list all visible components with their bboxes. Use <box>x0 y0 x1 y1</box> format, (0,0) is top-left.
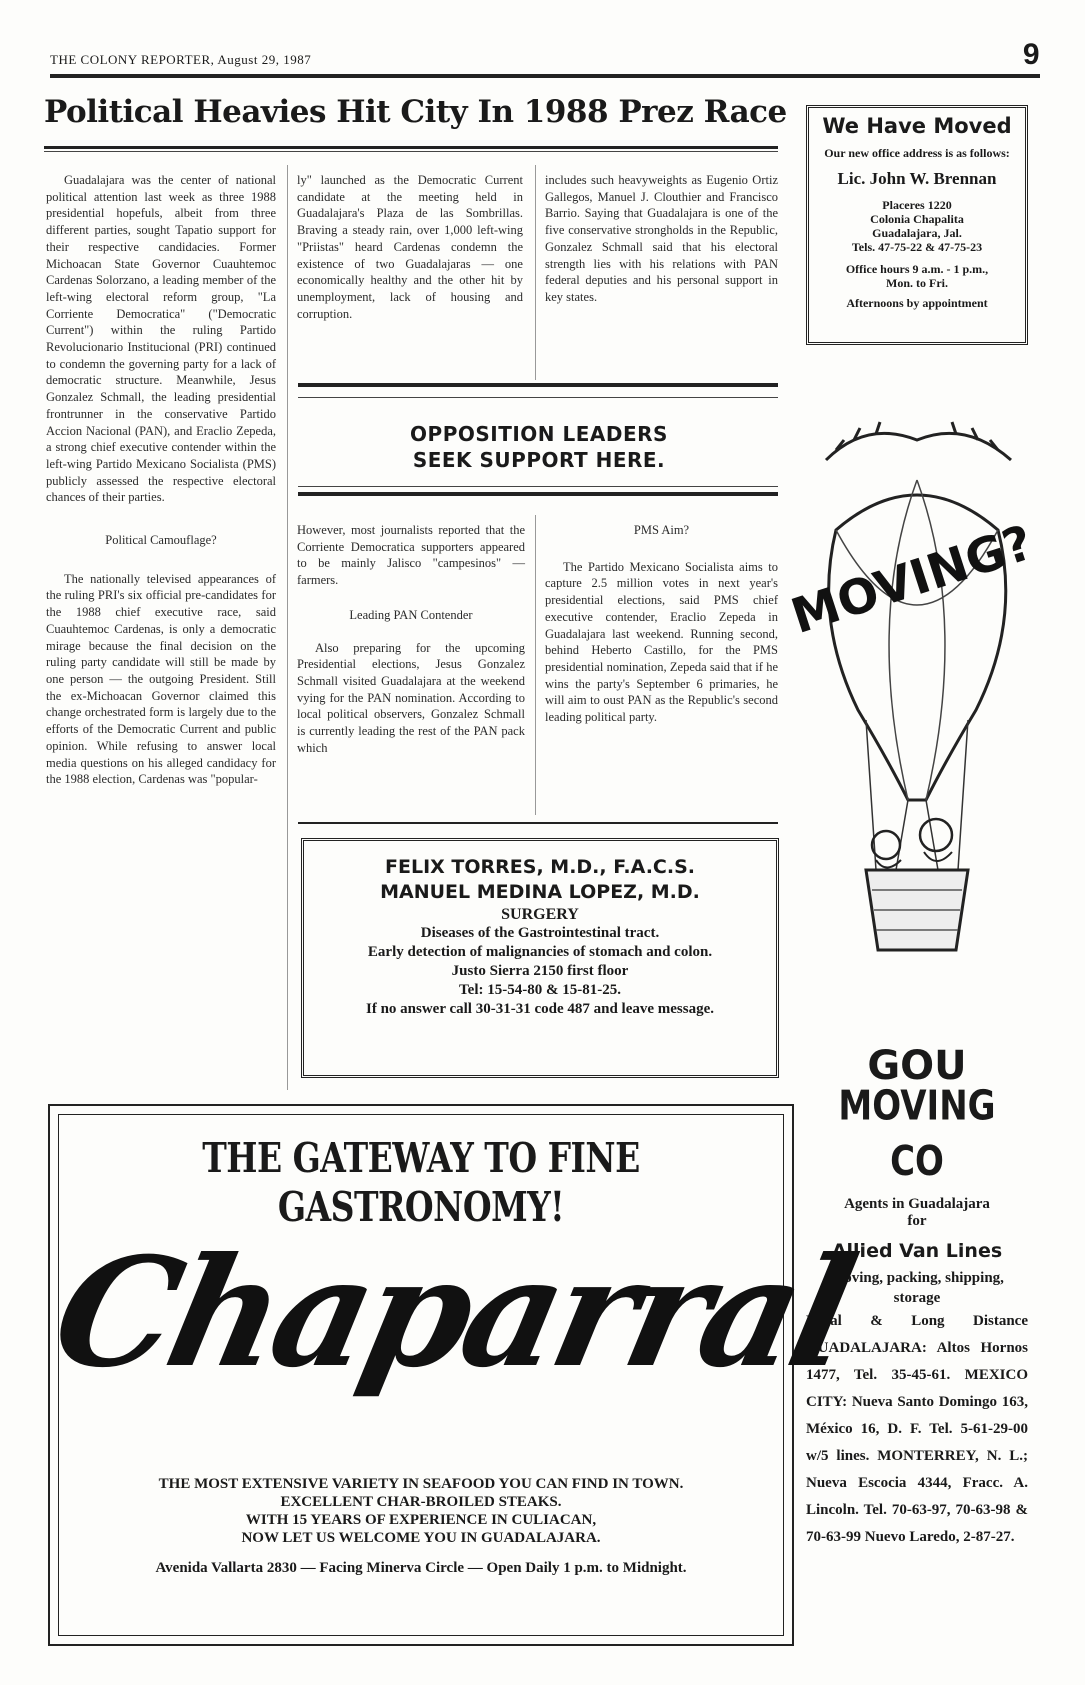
company-name-moving-co: MOVING CO <box>838 1082 996 1186</box>
chaparral-restaurant-ad <box>40 1104 864 1646</box>
chaparral-logo: Chaparral <box>40 1225 864 1401</box>
doctor-specialty: SURGERY <box>501 906 579 923</box>
doctor-no-answer: If no answer call 30-31-31 code 487 and leave message. <box>365 1001 715 1017</box>
moved-hours: Office hours 9 a.m. - 1 p.m., <box>845 262 989 276</box>
doctor-phone: Tel: 15-54-80 & 15-81-25. <box>459 982 621 998</box>
main-headline: Political Heavies Hit City In 1988 Prez Race <box>44 94 787 130</box>
moving-locations: Local & Long Distance GUADALAJARA: Altos Hornos 1477, Tel. 35-45-61. MEXICO CITY: Nueva Santo Domingo 163, México 16, D. F. Tel. 5-61-29-00 w/5 lines. MONTERREY, N. L.; Nueva Escocia 4344, Fracc. A. Lincoln. Tel. 70-63-97, 70-63-98 & 70-63-99 Nuevo Laredo, 2-87-27. <box>806 1313 1028 1545</box>
story-paragraph: Guadalajara was the center of national political attention last week as three 1988 presidential hopefuls, albeit from three different parties, sought Tapatio support for their respective candidacies. Former Michoacan State Governor Cuauhtemoc Cardenas Solorzano, a leading member of the left-wing electoral reform group, "La Corriente Democratica" ("Democratic Current") within the ruling Partido Revolucionario Institucional (PRI) continued to condemn the governing party for a lack of democratic structure. Meanwhile, Jesus Gonzalez Schmall, the leading presidential frontrunner in the conservative Partido Accion Nacional (PAN), and Eraclio Zepeda, a strong chief executive contender within the left-wing Partido Mexicano Socialista (PMS) publicly assessed the respective electoral chances of their parties. <box>46 173 276 505</box>
folio-text: THE COLONY REPORTER, August 29, 1987 <box>50 52 312 67</box>
gateway-line: THE MOST EXTENSIVE VARIETY IN SEAFOOD YOU CAN FIND IN TOWN. <box>158 1476 684 1492</box>
column-divider <box>287 165 288 1090</box>
hot-air-balloon-illustration <box>784 420 1040 1040</box>
opposition-title <box>300 421 778 473</box>
opposition-title-line-1: OPPOSITION LEADERS <box>410 422 668 446</box>
story-paragraph: Also preparing for the upcoming Presidential elections, Jesus Gonzalez Schmall visited Guadalajara at the weekend vying for the PAN nomination. According to local political observers, Gonzalez Schmall is currently leading the rest of the PAN pack which <box>297 640 525 755</box>
doctor-line: Early detection of malignancies of stomach and colon. <box>367 944 713 960</box>
section-rule <box>298 492 778 496</box>
subhead-leading-pan: Leading PAN Contender <box>349 607 473 622</box>
moved-days: Mon. to Fri. <box>886 276 948 290</box>
moved-phones: Tels. 47-75-22 & 47-75-23 <box>851 240 983 254</box>
gateway-line: NOW LET US WELCOME YOU IN GUADALAJARA. <box>241 1530 601 1546</box>
allied-van-lines: Allied Van Lines <box>831 1240 1003 1262</box>
company-name-gou: GOU <box>867 1043 967 1089</box>
moved-title: We Have Moved <box>822 114 1012 138</box>
we-have-moved-ad <box>806 105 1028 345</box>
moved-address-line: Colonia Chapalita <box>870 212 964 226</box>
story-paragraph: The nationally televised appearances of the ruling PRI's six official pre-candidates for the 1988 chief executive race, said Cuauhtemoc Cardenas, is only a democratic mirage because the final decision on the ruling party candidate will still be made by one person — the outgoing President. Still the ex-Michoacan Governor claimed this change orchestrated form is largely due to the efforts of the Democratic Current and public opinion. While refusing to answer local media questions on his alleged candidacy for the 1988 election, Cardenas was "popular- <box>46 571 276 787</box>
gateway-title: THE GATEWAY TO FINE GASTRONOMY! <box>202 1133 640 1231</box>
gou-moving-ad <box>784 420 1040 1685</box>
moved-address-line: Placeres 1220 <box>882 198 952 212</box>
story-paragraph: ly" launched as the Democratic Current candidate at the meeting held in Guadalajara's Plaza de las Sombrillas. Braving a steady rain, over 1,000 left-wing "Priistas" heard Cardenas condemn the existence of two Guadalajaras — one economically healthy and the other hit by unemployment, lack of housing and corruption. <box>297 173 523 321</box>
moved-lawyer-name: Lic. John W. Brennan <box>837 169 997 188</box>
opposition-column-2 <box>545 522 778 817</box>
doctor-name-1: FELIX TORRES, M.D., F.A.C.S. <box>385 856 695 878</box>
headline-rule-thin <box>44 151 778 152</box>
gateway-line: EXCELLENT CHAR-BROILED STEAKS. <box>280 1494 562 1510</box>
doctor-name-2: MANUEL MEDINA LOPEZ, M.D. <box>380 881 700 903</box>
agents-line: Agents in Guadalajara <box>844 1196 990 1212</box>
gateway-line: WITH 15 YEARS OF EXPERIENCE IN CULIACAN, <box>245 1512 597 1528</box>
column-divider <box>535 515 536 815</box>
subhead-political-camouflage: Political Camouflage? <box>105 533 217 548</box>
opposition-title-line-2: SEEK SUPPORT HERE. <box>412 448 666 472</box>
opposition-column-1 <box>297 522 525 817</box>
subhead-pms-aim: PMS Aim? <box>633 523 690 537</box>
page-folio <box>50 38 1040 78</box>
doctor-ad <box>301 838 779 1078</box>
story-column-2 <box>297 172 523 372</box>
story-paragraph: includes such heavyweights as Eugenio Ortiz Gallegos, Manuel J. Clouthier and Francisco Barrio. Saying that Guadalajara is one of the five conservative strongholds in the Republic, Gonzalez Schmall said that his electoral strength lies with his relations with PAN federal deputies and his personal support in key states. <box>545 173 778 304</box>
gateway-address: Avenida Vallarta 2830 — Facing Minerva Circle — Open Daily 1 p.m. to Midnight. <box>155 1560 687 1576</box>
headline-rule <box>44 146 778 149</box>
story-paragraph: However, most journalists reported that the Corriente Democratica supporters appeared to be mainly Jalisco "campesinos" — farmers. <box>297 523 525 588</box>
passenger-icon <box>872 831 900 859</box>
doctor-address: Justo Sierra 2150 first floor <box>451 963 629 979</box>
story-column-3 <box>545 172 778 372</box>
for-line: for <box>907 1213 927 1229</box>
column-divider <box>535 165 536 380</box>
gateway-text <box>59 1475 783 1577</box>
section-rule <box>298 822 778 824</box>
moving-banner: MOVING? <box>784 514 1040 645</box>
moved-afternoons: Afternoons by appointment <box>846 296 988 310</box>
section-rule-thin <box>298 397 778 398</box>
moved-intro: Our new office address is as follows: <box>824 146 1010 160</box>
doctor-line: Diseases of the Gastrointestinal tract. <box>420 925 660 941</box>
page-number: 9 <box>1022 38 1040 71</box>
passenger-icon <box>920 819 952 851</box>
section-rule <box>298 383 778 387</box>
moved-address-line: Guadalajara, Jal. <box>872 226 962 240</box>
story-column-1 <box>46 172 276 1092</box>
story-paragraph: The Partido Mexicano Socialista aims to capture 2.5 million votes in next year's presidential elections, said PMS chief executive contender, Eraclio Zepeda in Guadalajara last weekend. Running second, behind Heberto Castillo, for the PMS presidential nomination, Zepeda said that if he wins the party's September 6 primaries, he will aim to oust PAN as the Republic's second leading political party. <box>545 559 778 725</box>
section-rule-thin <box>298 486 778 487</box>
moving-services: Moving, packing, shipping, storage <box>830 1270 1004 1306</box>
